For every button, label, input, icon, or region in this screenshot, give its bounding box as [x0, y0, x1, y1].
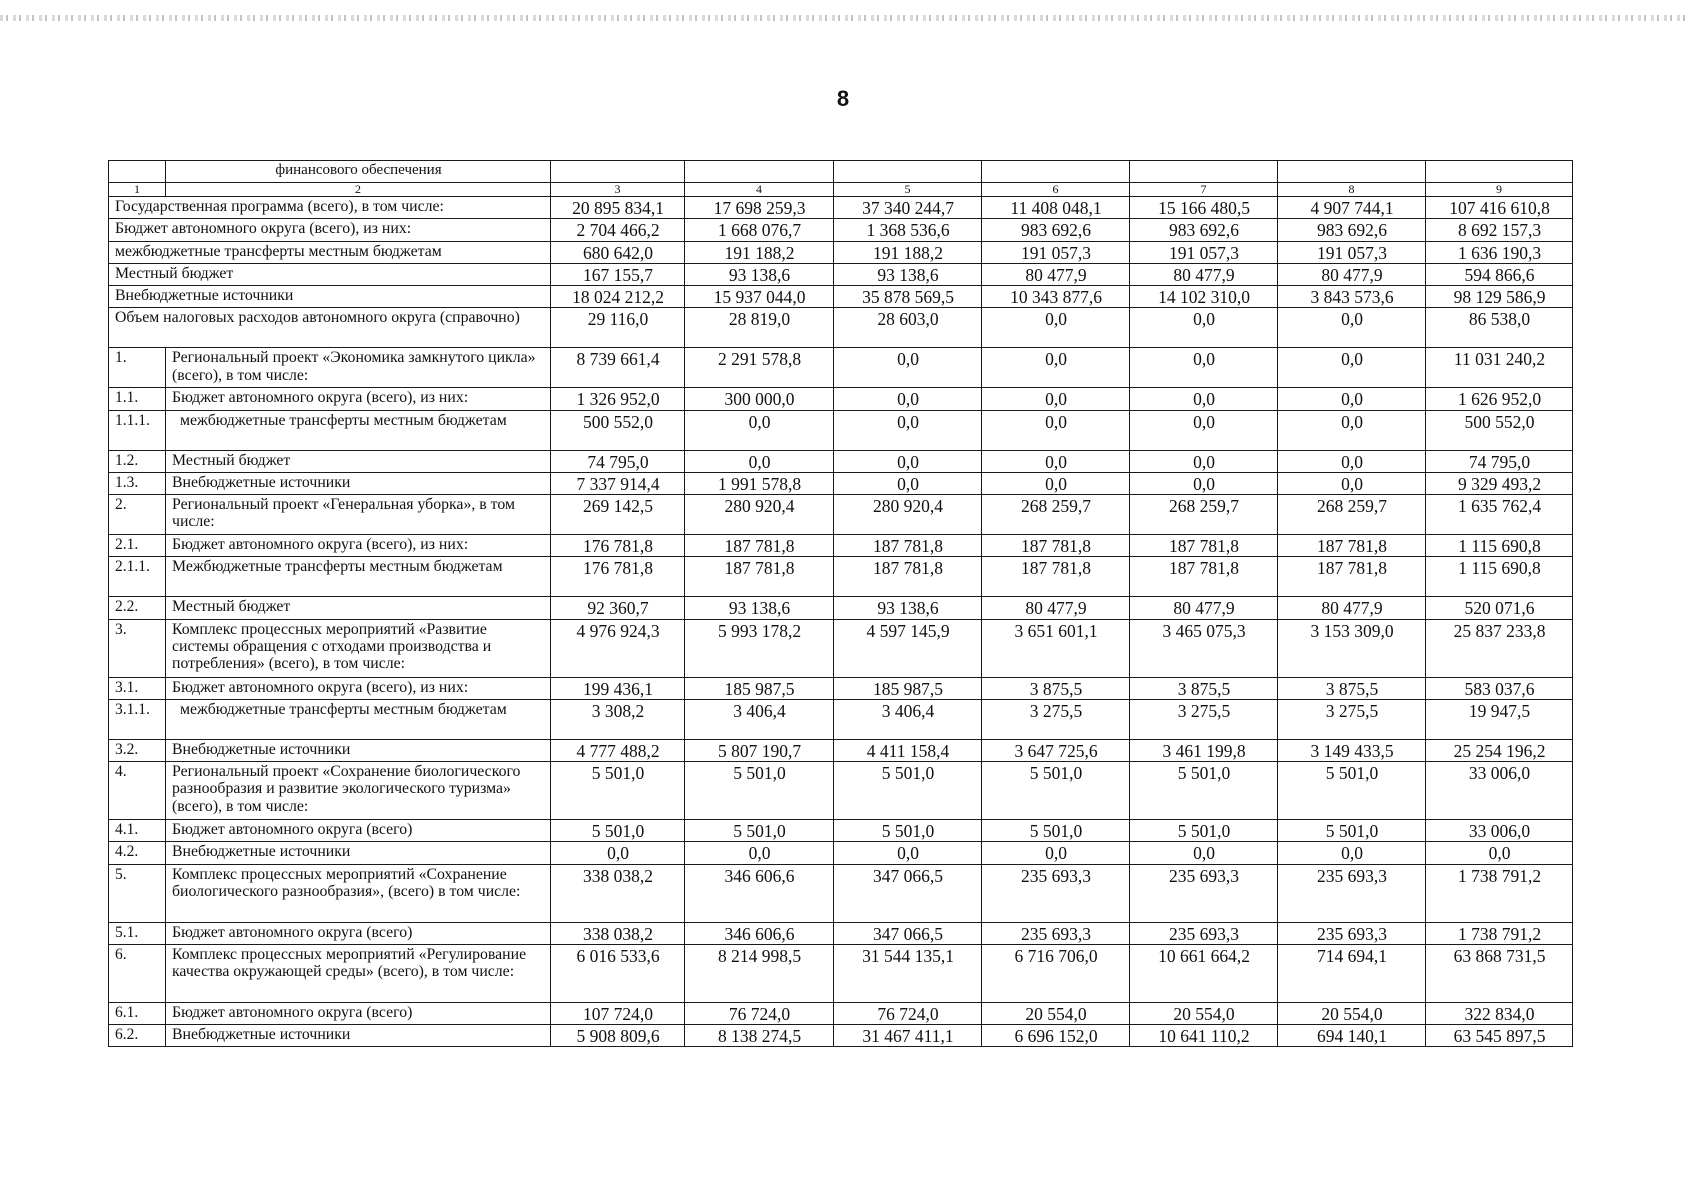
row-label: Бюджет автономного округа (всего), из них: — [109, 219, 551, 241]
row-label: Местный бюджет — [109, 263, 551, 285]
row-code: 4. — [109, 762, 166, 820]
table-row — [109, 388, 1573, 410]
value-cell: 0,0 — [982, 348, 1130, 388]
header-row-text — [109, 161, 1573, 183]
value-cell: 10 661 664,2 — [1130, 944, 1278, 1002]
value-cell: 280 920,4 — [685, 495, 834, 535]
value-cell: 20 895 834,1 — [551, 197, 685, 219]
value-cell: 5 501,0 — [982, 820, 1130, 842]
value-cell: 6 016 533,6 — [551, 944, 685, 1002]
value-cell: 3 153 309,0 — [1278, 619, 1426, 677]
table-row — [109, 842, 1573, 864]
header-cell-empty — [685, 161, 834, 183]
row-label: Объем налоговых расходов автономного округа (справочно) — [109, 308, 551, 348]
row-label: Комплекс процессных мероприятий «Развитие системы обращения с отходами производства и потребления» (всего), в том числе: — [166, 619, 551, 677]
value-cell: 1 738 791,2 — [1426, 864, 1573, 922]
value-cell: 14 102 310,0 — [1130, 286, 1278, 308]
value-cell: 93 138,6 — [685, 263, 834, 285]
column-number: 2 — [166, 183, 551, 197]
value-cell: 63 868 731,5 — [1426, 944, 1573, 1002]
column-number: 8 — [1278, 183, 1426, 197]
value-cell: 0,0 — [834, 472, 982, 494]
value-cell: 191 188,2 — [834, 241, 982, 263]
value-cell: 93 138,6 — [834, 263, 982, 285]
table-row — [109, 1025, 1573, 1047]
row-code: 5. — [109, 864, 166, 922]
value-cell: 199 436,1 — [551, 677, 685, 699]
value-cell: 76 724,0 — [685, 1002, 834, 1024]
value-cell: 25 254 196,2 — [1426, 739, 1573, 761]
value-cell: 0,0 — [834, 410, 982, 450]
row-code: 2.2. — [109, 597, 166, 619]
value-cell: 187 781,8 — [834, 557, 982, 597]
row-code: 4.2. — [109, 842, 166, 864]
row-label: Региональный проект «Экономика замкнутого цикла» (всего), в том числе: — [166, 348, 551, 388]
value-cell: 187 781,8 — [982, 535, 1130, 557]
value-cell: 33 006,0 — [1426, 820, 1573, 842]
value-cell: 3 875,5 — [1130, 677, 1278, 699]
value-cell: 983 692,6 — [1278, 219, 1426, 241]
value-cell: 346 606,6 — [685, 922, 834, 944]
header-cell-empty — [834, 161, 982, 183]
value-cell: 191 057,3 — [1278, 241, 1426, 263]
value-cell: 583 037,6 — [1426, 677, 1573, 699]
value-cell: 9 329 493,2 — [1426, 472, 1573, 494]
value-cell: 8 138 274,5 — [685, 1025, 834, 1047]
value-cell: 3 149 433,5 — [1278, 739, 1426, 761]
value-cell: 0,0 — [1278, 450, 1426, 472]
value-cell: 63 545 897,5 — [1426, 1025, 1573, 1047]
value-cell: 0,0 — [1278, 348, 1426, 388]
value-cell: 694 140,1 — [1278, 1025, 1426, 1047]
column-number: 4 — [685, 183, 834, 197]
row-label: Внебюджетные источники — [166, 1025, 551, 1047]
value-cell: 4 597 145,9 — [834, 619, 982, 677]
table-row — [109, 286, 1573, 308]
table-row — [109, 1002, 1573, 1024]
value-cell: 25 837 233,8 — [1426, 619, 1573, 677]
value-cell: 0,0 — [982, 308, 1130, 348]
value-cell: 0,0 — [1278, 308, 1426, 348]
row-code: 5.1. — [109, 922, 166, 944]
table-row — [109, 197, 1573, 219]
column-number: 9 — [1426, 183, 1573, 197]
value-cell: 0,0 — [1130, 450, 1278, 472]
row-code: 2. — [109, 495, 166, 535]
value-cell: 268 259,7 — [1278, 495, 1426, 535]
header-cell-empty — [1130, 161, 1278, 183]
value-cell: 74 795,0 — [551, 450, 685, 472]
value-cell: 0,0 — [1130, 410, 1278, 450]
table-row — [109, 699, 1573, 739]
row-label: Местный бюджет — [166, 597, 551, 619]
value-cell: 0,0 — [685, 410, 834, 450]
row-code: 6.2. — [109, 1025, 166, 1047]
row-label: Бюджет автономного округа (всего) — [166, 922, 551, 944]
value-cell: 176 781,8 — [551, 535, 685, 557]
table-row — [109, 219, 1573, 241]
value-cell: 5 501,0 — [834, 762, 982, 820]
value-cell: 98 129 586,9 — [1426, 286, 1573, 308]
header-row-column-numbers — [109, 183, 1573, 197]
row-label: Внебюджетные источники — [109, 286, 551, 308]
value-cell: 5 501,0 — [1278, 762, 1426, 820]
header-cell-empty — [1426, 161, 1573, 183]
value-cell: 0,0 — [1278, 472, 1426, 494]
value-cell: 176 781,8 — [551, 557, 685, 597]
row-label: Комплекс процессных мероприятий «Регулирование качества окружающей среды» (всего), в том числе: — [166, 944, 551, 1002]
value-cell: 5 501,0 — [551, 762, 685, 820]
value-cell: 76 724,0 — [834, 1002, 982, 1024]
value-cell: 0,0 — [1130, 842, 1278, 864]
value-cell: 0,0 — [551, 842, 685, 864]
value-cell: 3 875,5 — [1278, 677, 1426, 699]
value-cell: 983 692,6 — [1130, 219, 1278, 241]
value-cell: 1 635 762,4 — [1426, 495, 1573, 535]
value-cell: 269 142,5 — [551, 495, 685, 535]
value-cell: 1 991 578,8 — [685, 472, 834, 494]
table-row — [109, 820, 1573, 842]
value-cell: 322 834,0 — [1426, 1002, 1573, 1024]
row-code: 6.1. — [109, 1002, 166, 1024]
value-cell: 280 920,4 — [834, 495, 982, 535]
table-row — [109, 410, 1573, 450]
value-cell: 594 866,6 — [1426, 263, 1573, 285]
value-cell: 167 155,7 — [551, 263, 685, 285]
value-cell: 18 024 212,2 — [551, 286, 685, 308]
row-label: Комплекс процессных мероприятий «Сохранение биологического разнообразия», (всего) в том числе: — [166, 864, 551, 922]
value-cell: 347 066,5 — [834, 922, 982, 944]
table-row — [109, 944, 1573, 1002]
value-cell: 93 138,6 — [685, 597, 834, 619]
value-cell: 33 006,0 — [1426, 762, 1573, 820]
value-cell: 300 000,0 — [685, 388, 834, 410]
value-cell: 714 694,1 — [1278, 944, 1426, 1002]
table-row — [109, 677, 1573, 699]
row-label: Внебюджетные источники — [166, 472, 551, 494]
value-cell: 107 724,0 — [551, 1002, 685, 1024]
value-cell: 107 416 610,8 — [1426, 197, 1573, 219]
budget-table — [108, 160, 1573, 1047]
row-label: Региональный проект «Генеральная уборка», в том числе: — [166, 495, 551, 535]
value-cell: 1 738 791,2 — [1426, 922, 1573, 944]
value-cell: 0,0 — [1130, 308, 1278, 348]
table-row — [109, 619, 1573, 677]
value-cell: 3 275,5 — [1130, 699, 1278, 739]
value-cell: 11 408 048,1 — [982, 197, 1130, 219]
value-cell: 3 406,4 — [685, 699, 834, 739]
value-cell: 235 693,3 — [1130, 864, 1278, 922]
value-cell: 3 275,5 — [1278, 699, 1426, 739]
value-cell: 86 538,0 — [1426, 308, 1573, 348]
value-cell: 0,0 — [982, 472, 1130, 494]
value-cell: 0,0 — [1130, 348, 1278, 388]
value-cell: 4 907 744,1 — [1278, 197, 1426, 219]
row-code: 1.1. — [109, 388, 166, 410]
value-cell: 0,0 — [1130, 472, 1278, 494]
value-cell: 20 554,0 — [1278, 1002, 1426, 1024]
value-cell: 5 501,0 — [834, 820, 982, 842]
row-label: Государственная программа (всего), в том числе: — [109, 197, 551, 219]
value-cell: 10 641 110,2 — [1130, 1025, 1278, 1047]
value-cell: 3 275,5 — [982, 699, 1130, 739]
value-cell: 15 937 044,0 — [685, 286, 834, 308]
value-cell: 235 693,3 — [1278, 922, 1426, 944]
value-cell: 0,0 — [834, 842, 982, 864]
value-cell: 11 031 240,2 — [1426, 348, 1573, 388]
table-row — [109, 597, 1573, 619]
row-code: 1.1.1. — [109, 410, 166, 450]
value-cell: 8 214 998,5 — [685, 944, 834, 1002]
row-code: 2.1.1. — [109, 557, 166, 597]
value-cell: 983 692,6 — [982, 219, 1130, 241]
value-cell: 28 819,0 — [685, 308, 834, 348]
row-code: 1.2. — [109, 450, 166, 472]
table-row — [109, 450, 1573, 472]
value-cell: 346 606,6 — [685, 864, 834, 922]
row-label: Бюджет автономного округа (всего), из них: — [166, 535, 551, 557]
value-cell: 35 878 569,5 — [834, 286, 982, 308]
table-row — [109, 241, 1573, 263]
value-cell: 0,0 — [685, 450, 834, 472]
value-cell: 7 337 914,4 — [551, 472, 685, 494]
table-row — [109, 762, 1573, 820]
value-cell: 0,0 — [834, 388, 982, 410]
value-cell: 1 115 690,8 — [1426, 557, 1573, 597]
value-cell: 80 477,9 — [1130, 263, 1278, 285]
value-cell: 2 704 466,2 — [551, 219, 685, 241]
value-cell: 3 308,2 — [551, 699, 685, 739]
value-cell: 187 781,8 — [1278, 557, 1426, 597]
value-cell: 4 976 924,3 — [551, 619, 685, 677]
value-cell: 187 781,8 — [685, 557, 834, 597]
column-number: 3 — [551, 183, 685, 197]
row-label: Внебюджетные источники — [166, 842, 551, 864]
value-cell: 80 477,9 — [982, 597, 1130, 619]
value-cell: 5 807 190,7 — [685, 739, 834, 761]
value-cell: 0,0 — [1278, 842, 1426, 864]
value-cell: 1 626 952,0 — [1426, 388, 1573, 410]
value-cell: 1 636 190,3 — [1426, 241, 1573, 263]
value-cell: 191 057,3 — [982, 241, 1130, 263]
row-code: 4.1. — [109, 820, 166, 842]
value-cell: 80 477,9 — [1130, 597, 1278, 619]
value-cell: 5 908 809,6 — [551, 1025, 685, 1047]
value-cell: 3 465 075,3 — [1130, 619, 1278, 677]
value-cell: 80 477,9 — [1278, 263, 1426, 285]
value-cell: 3 875,5 — [982, 677, 1130, 699]
column-number: 7 — [1130, 183, 1278, 197]
row-label: Бюджет автономного округа (всего) — [166, 820, 551, 842]
value-cell: 0,0 — [982, 388, 1130, 410]
value-cell: 0,0 — [1278, 388, 1426, 410]
value-cell: 5 993 178,2 — [685, 619, 834, 677]
value-cell: 235 693,3 — [1278, 864, 1426, 922]
value-cell: 191 188,2 — [685, 241, 834, 263]
value-cell: 28 603,0 — [834, 308, 982, 348]
row-label: межбюджетные трансферты местным бюджетам — [166, 699, 551, 739]
value-cell: 347 066,5 — [834, 864, 982, 922]
value-cell: 3 843 573,6 — [1278, 286, 1426, 308]
value-cell: 3 651 601,1 — [982, 619, 1130, 677]
table-row — [109, 557, 1573, 597]
value-cell: 0,0 — [1278, 410, 1426, 450]
value-cell: 0,0 — [982, 410, 1130, 450]
value-cell: 6 716 706,0 — [982, 944, 1130, 1002]
value-cell: 0,0 — [1426, 842, 1573, 864]
row-label: межбюджетные трансферты местным бюджетам — [166, 410, 551, 450]
value-cell: 187 781,8 — [834, 535, 982, 557]
value-cell: 31 467 411,1 — [834, 1025, 982, 1047]
value-cell: 3 406,4 — [834, 699, 982, 739]
value-cell: 5 501,0 — [551, 820, 685, 842]
value-cell: 20 554,0 — [982, 1002, 1130, 1024]
value-cell: 31 544 135,1 — [834, 944, 982, 1002]
row-code: 1. — [109, 348, 166, 388]
column-number: 6 — [982, 183, 1130, 197]
value-cell: 0,0 — [834, 348, 982, 388]
value-cell: 5 501,0 — [1130, 820, 1278, 842]
header-cell-financing: финансового обеспечения — [166, 161, 551, 183]
value-cell: 17 698 259,3 — [685, 197, 834, 219]
value-cell: 187 781,8 — [1130, 557, 1278, 597]
table-row — [109, 308, 1573, 348]
value-cell: 268 259,7 — [1130, 495, 1278, 535]
value-cell: 268 259,7 — [982, 495, 1130, 535]
value-cell: 187 781,8 — [982, 557, 1130, 597]
row-label: Бюджет автономного округа (всего), из них: — [166, 388, 551, 410]
value-cell: 3 647 725,6 — [982, 739, 1130, 761]
row-code: 3.2. — [109, 739, 166, 761]
value-cell: 520 071,6 — [1426, 597, 1573, 619]
table-row — [109, 495, 1573, 535]
table-row — [109, 263, 1573, 285]
row-label: Бюджет автономного округа (всего), из них: — [166, 677, 551, 699]
value-cell: 74 795,0 — [1426, 450, 1573, 472]
value-cell: 2 291 578,8 — [685, 348, 834, 388]
value-cell: 5 501,0 — [1130, 762, 1278, 820]
table-row — [109, 864, 1573, 922]
value-cell: 0,0 — [685, 842, 834, 864]
row-label: Региональный проект «Сохранение биологического разнообразия и развитие экологического туризма» (всего), в том числе: — [166, 762, 551, 820]
value-cell: 187 781,8 — [1130, 535, 1278, 557]
row-code: 1.3. — [109, 472, 166, 494]
row-code: 2.1. — [109, 535, 166, 557]
value-cell: 29 116,0 — [551, 308, 685, 348]
value-cell: 92 360,7 — [551, 597, 685, 619]
value-cell: 4 411 158,4 — [834, 739, 982, 761]
value-cell: 1 115 690,8 — [1426, 535, 1573, 557]
table-row — [109, 739, 1573, 761]
value-cell: 185 987,5 — [834, 677, 982, 699]
header-cell-empty — [551, 161, 685, 183]
value-cell: 187 781,8 — [685, 535, 834, 557]
table-row — [109, 535, 1573, 557]
value-cell: 680 642,0 — [551, 241, 685, 263]
header-cell-empty — [1278, 161, 1426, 183]
value-cell: 500 552,0 — [551, 410, 685, 450]
value-cell: 4 777 488,2 — [551, 739, 685, 761]
value-cell: 37 340 244,7 — [834, 197, 982, 219]
row-label: межбюджетные трансферты местным бюджетам — [109, 241, 551, 263]
value-cell: 185 987,5 — [685, 677, 834, 699]
value-cell: 338 038,2 — [551, 922, 685, 944]
row-label: Местный бюджет — [166, 450, 551, 472]
value-cell: 5 501,0 — [685, 762, 834, 820]
value-cell: 1 668 076,7 — [685, 219, 834, 241]
header-cell-empty — [109, 161, 166, 183]
row-code: 3.1. — [109, 677, 166, 699]
column-number: 5 — [834, 183, 982, 197]
value-cell: 80 477,9 — [982, 263, 1130, 285]
row-label: Внебюджетные источники — [166, 739, 551, 761]
value-cell: 0,0 — [982, 842, 1130, 864]
value-cell: 10 343 877,6 — [982, 286, 1130, 308]
value-cell: 5 501,0 — [1278, 820, 1426, 842]
value-cell: 3 461 199,8 — [1130, 739, 1278, 761]
value-cell: 235 693,3 — [982, 864, 1130, 922]
value-cell: 20 554,0 — [1130, 1002, 1278, 1024]
row-label: Межбюджетные трансферты местным бюджетам — [166, 557, 551, 597]
table-row — [109, 922, 1573, 944]
row-code: 6. — [109, 944, 166, 1002]
value-cell: 8 692 157,3 — [1426, 219, 1573, 241]
value-cell: 5 501,0 — [982, 762, 1130, 820]
table-row — [109, 348, 1573, 388]
value-cell: 235 693,3 — [982, 922, 1130, 944]
row-code: 3.1.1. — [109, 699, 166, 739]
value-cell: 6 696 152,0 — [982, 1025, 1130, 1047]
value-cell: 0,0 — [834, 450, 982, 472]
row-code: 3. — [109, 619, 166, 677]
value-cell: 235 693,3 — [1130, 922, 1278, 944]
row-label: Бюджет автономного округа (всего) — [166, 1002, 551, 1024]
value-cell: 338 038,2 — [551, 864, 685, 922]
value-cell: 500 552,0 — [1426, 410, 1573, 450]
value-cell: 1 326 952,0 — [551, 388, 685, 410]
value-cell: 15 166 480,5 — [1130, 197, 1278, 219]
value-cell: 93 138,6 — [834, 597, 982, 619]
value-cell: 80 477,9 — [1278, 597, 1426, 619]
page-number: 8 — [836, 86, 850, 111]
table-row — [109, 472, 1573, 494]
value-cell: 8 739 661,4 — [551, 348, 685, 388]
value-cell: 1 368 536,6 — [834, 219, 982, 241]
value-cell: 191 057,3 — [1130, 241, 1278, 263]
value-cell: 0,0 — [982, 450, 1130, 472]
value-cell: 19 947,5 — [1426, 699, 1573, 739]
value-cell: 5 501,0 — [685, 820, 834, 842]
header-cell-empty — [982, 161, 1130, 183]
column-number: 1 — [109, 183, 166, 197]
value-cell: 187 781,8 — [1278, 535, 1426, 557]
scan-edge-artifact — [0, 15, 1686, 21]
value-cell: 0,0 — [1130, 388, 1278, 410]
